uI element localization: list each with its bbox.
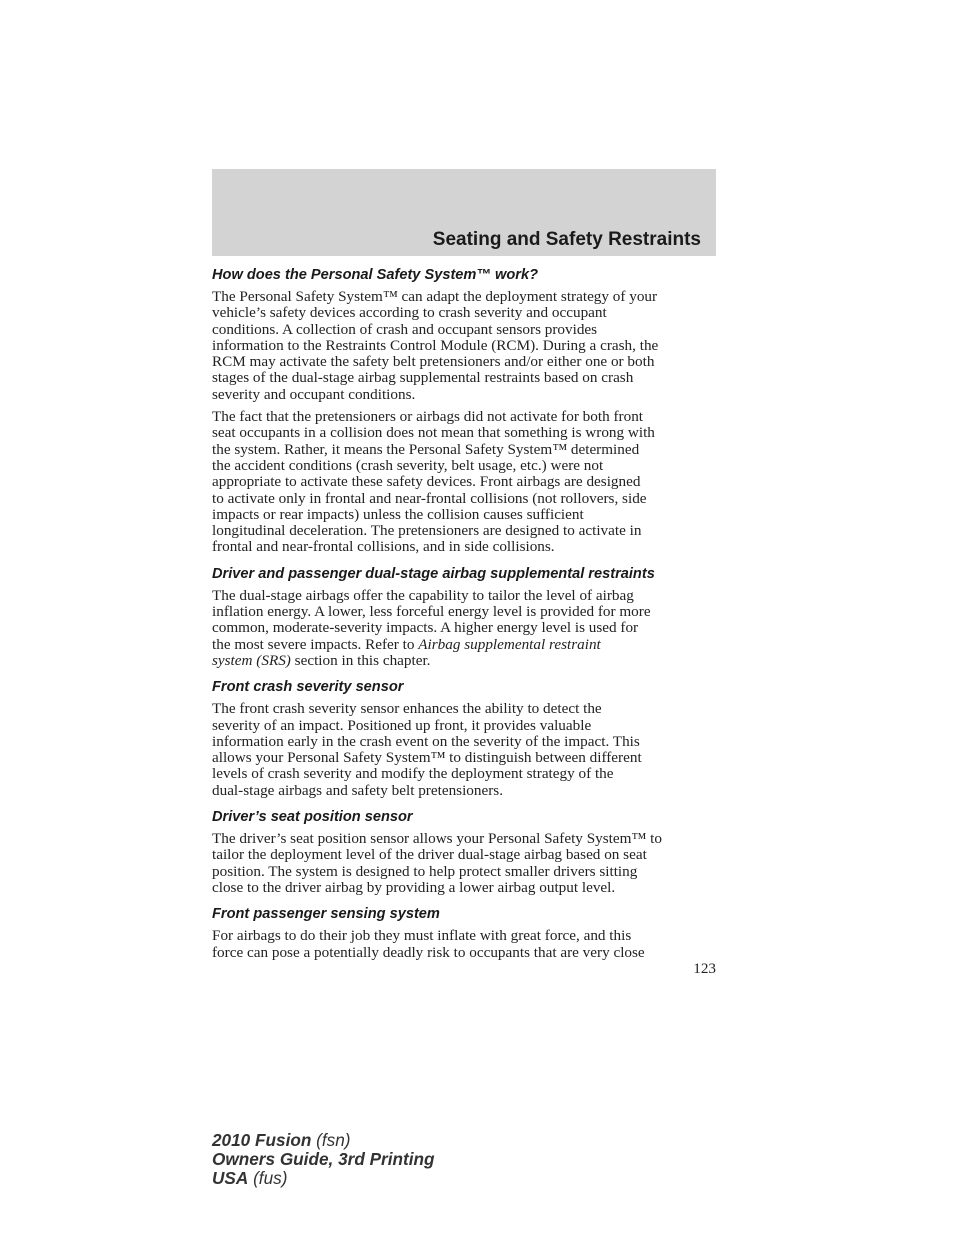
text-run: section in this chapter.	[290, 651, 431, 669]
text-line: the accident conditions (crash severity, belt usage, etc.) were not	[212, 456, 604, 474]
paragraph	[212, 409, 716, 556]
text-line: levels of crash severity and modify the deployment strategy of the	[212, 765, 614, 783]
paragraph	[212, 928, 716, 961]
text-line: frontal and near-frontal collisions, and in side collisions.	[212, 538, 555, 556]
text-line: impacts or rear impacts) unless the collision causes sufficient	[212, 505, 584, 523]
heading-drivers-seat-position-sensor: Driver’s seat position sensor	[212, 809, 413, 826]
footer-market-line	[212, 1169, 435, 1188]
text-line: For airbags to do their job they must inflate with great force, and this	[212, 927, 632, 945]
text-line: vehicle’s safety devices according to crash severity and occupant	[212, 304, 607, 322]
text-line: common, moderate-severity impacts. A higher energy level is used for	[212, 619, 639, 637]
text-line: The fact that the pretensioners or airbags did not activate for both front	[212, 408, 644, 426]
paragraph	[212, 588, 716, 669]
text-line: tailor the deployment level of the driver dual-stage airbag based on seat	[212, 846, 647, 864]
footer-model-line	[212, 1131, 435, 1150]
footer-model: 2010 Fusion	[212, 1130, 312, 1150]
text-line: information early in the crash event on the severity of the impact. This	[212, 732, 640, 750]
text-line: The driver’s seat position sensor allows your Personal Safety System™ to	[212, 830, 662, 848]
text-line: inflation energy. A lower, less forceful energy level is provided for more	[212, 603, 651, 621]
heading-front-crash-severity-sensor: Front crash severity sensor	[212, 679, 404, 696]
paragraph	[212, 701, 716, 799]
text-line: conditions. A collection of crash and occupant sensors provides	[212, 320, 598, 338]
text-line	[212, 637, 716, 653]
section-title: Seating and Safety Restraints	[432, 229, 701, 250]
paragraph	[212, 289, 716, 403]
text-line: the system. Rather, it means the Personal Safety System™ determined	[212, 440, 640, 458]
text-line: RCM may activate the safety belt pretensioners and/or either one or both	[212, 353, 655, 371]
page-number: 123	[693, 960, 716, 977]
footer-edition: Owners Guide, 3rd Printing	[212, 1148, 435, 1169]
text-line: longitudinal deceleration. The pretensioners are designed to activate in	[212, 522, 642, 540]
footer-market-code: (fus)	[248, 1167, 288, 1188]
text-line: The front crash severity sensor enhances the ability to detect the	[212, 700, 602, 718]
text-run: the most severe impacts. Refer to	[212, 635, 419, 653]
cross-reference: system (SRS)	[212, 651, 291, 669]
footer-imprint	[212, 1131, 435, 1187]
page-body	[212, 267, 716, 967]
text-line: seat occupants in a collision does not mean that something is wrong with	[212, 424, 655, 442]
footer-model-code: (fsn)	[311, 1130, 351, 1150]
text-line: severity of an impact. Positioned up front, it provides valuable	[212, 716, 592, 734]
heading-personal-safety-system: How does the Personal Safety System™ work?	[212, 267, 539, 283]
cross-reference: Airbag supplemental restraint	[418, 635, 601, 653]
paragraph	[212, 831, 716, 896]
text-line: severity and occupant conditions.	[212, 385, 416, 403]
text-line: information to the Restraints Control Module (RCM). During a crash, the	[212, 336, 659, 354]
section-header-band	[212, 169, 716, 256]
text-line: to activate only in frontal and near-frontal collisions (not rollovers, side	[212, 489, 647, 507]
footer-market: USA	[212, 1167, 249, 1188]
text-line: stages of the dual-stage airbag supplemental restraints based on crash	[212, 369, 634, 387]
text-line: dual-stage airbags and safety belt pretensioners.	[212, 781, 503, 799]
text-line: The dual-stage airbags offer the capability to tailor the level of airbag	[212, 586, 634, 604]
text-line: The Personal Safety System™ can adapt the deployment strategy of your	[212, 288, 658, 305]
text-line: close to the driver airbag by providing a lower airbag output level.	[212, 878, 616, 896]
text-line: appropriate to activate these safety devices. Front airbags are designed	[212, 473, 641, 491]
text-line: position. The system is designed to help protect smaller drivers sitting	[212, 862, 638, 880]
text-line	[212, 653, 716, 669]
text-line: allows your Personal Safety System™ to distinguish between different	[212, 749, 642, 767]
heading-front-passenger-sensing-system: Front passenger sensing system	[212, 906, 440, 923]
heading-dual-stage-airbags: Driver and passenger dual-stage airbag supplemental restraints	[212, 565, 655, 582]
text-line: force can pose a potentially deadly risk to occupants that are very close	[212, 943, 645, 961]
